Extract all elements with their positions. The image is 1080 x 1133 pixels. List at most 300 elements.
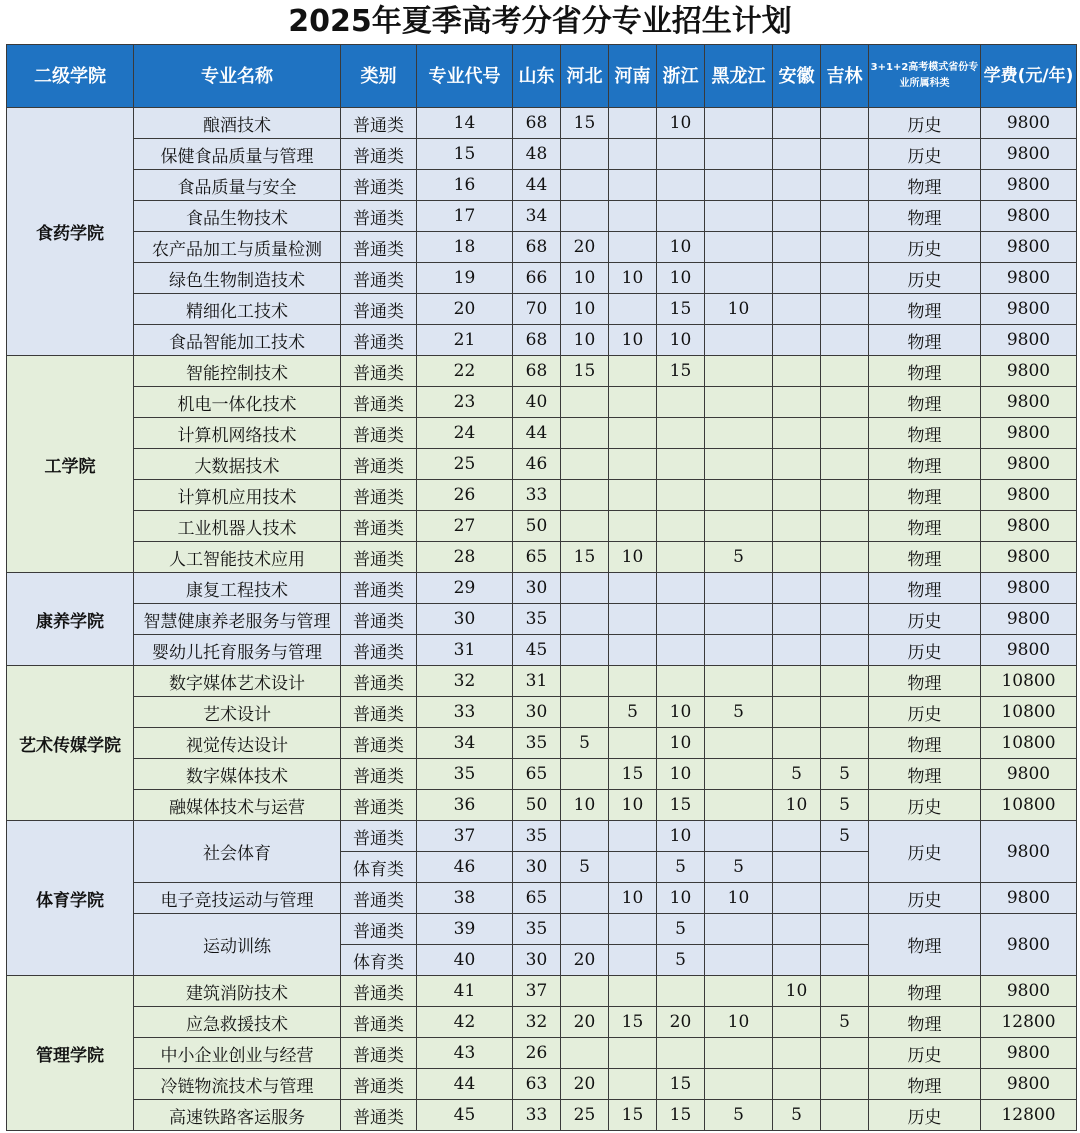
- quota-heilongjiang-cell: [705, 511, 773, 542]
- category-cell: 普通类: [341, 914, 417, 945]
- table-row: [7, 573, 1077, 604]
- table-row: [7, 1007, 1077, 1038]
- quota-anhui-cell: [773, 914, 821, 945]
- subject-cell: 历史: [869, 883, 981, 914]
- quota-shandong-cell: 50: [513, 511, 561, 542]
- major-cell: 食品生物技术: [134, 201, 341, 232]
- quota-anhui-cell: [773, 1038, 821, 1069]
- quota-henan-cell: [609, 511, 657, 542]
- major-cell: 精细化工技术: [134, 294, 341, 325]
- major-cell: 艺术设计: [134, 697, 341, 728]
- quota-heilongjiang-cell: [705, 945, 773, 976]
- quota-henan-cell: [609, 387, 657, 418]
- quota-zhejiang-cell: 10: [657, 108, 705, 139]
- quota-hebei-cell: [561, 480, 609, 511]
- fee-cell: 9800: [981, 976, 1077, 1007]
- table-row: [7, 976, 1077, 1007]
- quota-heilongjiang-cell: [705, 387, 773, 418]
- quota-heilongjiang-cell: [705, 1069, 773, 1100]
- quota-anhui-cell: [773, 666, 821, 697]
- quota-shandong-cell: 45: [513, 635, 561, 666]
- quota-henan-cell: [609, 1038, 657, 1069]
- quota-hebei-cell: [561, 697, 609, 728]
- quota-henan-cell: [609, 449, 657, 480]
- quota-zhejiang-cell: 5: [657, 852, 705, 883]
- subject-cell: 物理: [869, 449, 981, 480]
- quota-shandong-cell: 46: [513, 449, 561, 480]
- subject-cell: 历史: [869, 635, 981, 666]
- quota-hebei-cell: [561, 1038, 609, 1069]
- quota-hebei-cell: [561, 573, 609, 604]
- quota-jilin-cell: 5: [821, 759, 869, 790]
- major-cell: 建筑消防技术: [134, 976, 341, 1007]
- quota-jilin-cell: [821, 697, 869, 728]
- quota-hebei-cell: 25: [561, 1100, 609, 1131]
- quota-heilongjiang-cell: [705, 1038, 773, 1069]
- quota-heilongjiang-cell: [705, 728, 773, 759]
- quota-heilongjiang-cell: 5: [705, 697, 773, 728]
- quota-shandong-cell: 26: [513, 1038, 561, 1069]
- code-cell: 28: [417, 542, 513, 573]
- fee-cell: 9800: [981, 1069, 1077, 1100]
- code-cell: 26: [417, 480, 513, 511]
- subject-cell: 历史: [869, 139, 981, 170]
- quota-henan-cell: [609, 976, 657, 1007]
- subject-cell: 物理: [869, 418, 981, 449]
- code-cell: 32: [417, 666, 513, 697]
- quota-heilongjiang-cell: [705, 480, 773, 511]
- quota-jilin-cell: [821, 666, 869, 697]
- major-cell: 绿色生物制造技术: [134, 263, 341, 294]
- quota-hebei-cell: [561, 418, 609, 449]
- category-cell: 普通类: [341, 201, 417, 232]
- major-cell: 社会体育: [134, 821, 341, 883]
- quota-henan-cell: [609, 294, 657, 325]
- quota-jilin-cell: [821, 542, 869, 573]
- quota-henan-cell: [609, 356, 657, 387]
- quota-shandong-cell: 48: [513, 139, 561, 170]
- quota-henan-cell: [609, 139, 657, 170]
- quota-henan-cell: [609, 604, 657, 635]
- header-subject: 3+1+2高考模式省份专业所属科类: [869, 45, 981, 108]
- quota-jilin-cell: [821, 170, 869, 201]
- subject-cell: 历史: [869, 232, 981, 263]
- quota-anhui-cell: [773, 387, 821, 418]
- category-cell: 普通类: [341, 1069, 417, 1100]
- quota-zhejiang-cell: [657, 170, 705, 201]
- quota-zhejiang-cell: [657, 139, 705, 170]
- quota-anhui-cell: [773, 263, 821, 294]
- major-cell: 计算机网络技术: [134, 418, 341, 449]
- quota-jilin-cell: [821, 201, 869, 232]
- header-code: 专业代号: [417, 45, 513, 108]
- quota-zhejiang-cell: [657, 666, 705, 697]
- quota-henan-cell: 15: [609, 1100, 657, 1131]
- quota-jilin-cell: 5: [821, 790, 869, 821]
- category-cell: 普通类: [341, 170, 417, 201]
- category-cell: 普通类: [341, 635, 417, 666]
- quota-zhejiang-cell: [657, 418, 705, 449]
- category-cell: 普通类: [341, 511, 417, 542]
- quota-heilongjiang-cell: [705, 263, 773, 294]
- quota-hebei-cell: 20: [561, 945, 609, 976]
- quota-henan-cell: [609, 418, 657, 449]
- quota-jilin-cell: [821, 1100, 869, 1131]
- quota-heilongjiang-cell: [705, 232, 773, 263]
- category-cell: 普通类: [341, 1007, 417, 1038]
- code-cell: 36: [417, 790, 513, 821]
- quota-hebei-cell: [561, 511, 609, 542]
- category-cell: 普通类: [341, 666, 417, 697]
- fee-cell: 9800: [981, 759, 1077, 790]
- quota-anhui-cell: [773, 201, 821, 232]
- code-cell: 20: [417, 294, 513, 325]
- table-row: [7, 387, 1077, 418]
- quota-zhejiang-cell: [657, 449, 705, 480]
- quota-anhui-cell: [773, 635, 821, 666]
- quota-henan-cell: [609, 170, 657, 201]
- subject-cell: 物理: [869, 573, 981, 604]
- quota-hebei-cell: 10: [561, 294, 609, 325]
- college-cell: 工学院: [7, 356, 134, 573]
- code-cell: 45: [417, 1100, 513, 1131]
- table-row: [7, 294, 1077, 325]
- quota-heilongjiang-cell: 5: [705, 852, 773, 883]
- code-cell: 46: [417, 852, 513, 883]
- major-cell: 食品质量与安全: [134, 170, 341, 201]
- category-cell: 普通类: [341, 325, 417, 356]
- code-cell: 37: [417, 821, 513, 852]
- code-cell: 24: [417, 418, 513, 449]
- fee-cell: 9800: [981, 449, 1077, 480]
- quota-zhejiang-cell: [657, 1038, 705, 1069]
- category-cell: 普通类: [341, 232, 417, 263]
- category-cell: 体育类: [341, 852, 417, 883]
- category-cell: 普通类: [341, 294, 417, 325]
- quota-anhui-cell: [773, 852, 821, 883]
- header-row: [7, 45, 1077, 108]
- subject-cell: 物理: [869, 356, 981, 387]
- category-cell: 普通类: [341, 263, 417, 294]
- quota-hebei-cell: 10: [561, 325, 609, 356]
- quota-heilongjiang-cell: [705, 201, 773, 232]
- fee-cell: 12800: [981, 1007, 1077, 1038]
- subject-cell: 物理: [869, 170, 981, 201]
- subject-cell: 物理: [869, 201, 981, 232]
- quota-shandong-cell: 65: [513, 883, 561, 914]
- category-cell: 普通类: [341, 480, 417, 511]
- fee-cell: 9800: [981, 201, 1077, 232]
- quota-zhejiang-cell: 15: [657, 1100, 705, 1131]
- category-cell: 普通类: [341, 728, 417, 759]
- table-row: [7, 325, 1077, 356]
- quota-shandong-cell: 32: [513, 1007, 561, 1038]
- category-cell: 普通类: [341, 697, 417, 728]
- quota-heilongjiang-cell: [705, 108, 773, 139]
- major-cell: 酿酒技术: [134, 108, 341, 139]
- subject-cell: 历史: [869, 821, 981, 883]
- quota-hebei-cell: 5: [561, 728, 609, 759]
- major-cell: 机电一体化技术: [134, 387, 341, 418]
- quota-shandong-cell: 35: [513, 728, 561, 759]
- quota-heilongjiang-cell: [705, 325, 773, 356]
- subject-cell: 历史: [869, 697, 981, 728]
- quota-zhejiang-cell: [657, 635, 705, 666]
- quota-heilongjiang-cell: [705, 449, 773, 480]
- code-cell: 33: [417, 697, 513, 728]
- quota-hebei-cell: 20: [561, 1069, 609, 1100]
- table-row: [7, 139, 1077, 170]
- quota-shandong-cell: 35: [513, 914, 561, 945]
- fee-cell: 12800: [981, 1100, 1077, 1131]
- quota-anhui-cell: [773, 542, 821, 573]
- table-row: [7, 418, 1077, 449]
- table-row: [7, 666, 1077, 697]
- subject-cell: 物理: [869, 759, 981, 790]
- quota-zhejiang-cell: [657, 480, 705, 511]
- quota-jilin-cell: [821, 635, 869, 666]
- major-cell: 智能控制技术: [134, 356, 341, 387]
- major-cell: 冷链物流技术与管理: [134, 1069, 341, 1100]
- table-row: [7, 914, 1077, 945]
- quota-jilin-cell: [821, 883, 869, 914]
- quota-hebei-cell: [561, 201, 609, 232]
- quota-anhui-cell: 10: [773, 790, 821, 821]
- quota-henan-cell: 10: [609, 325, 657, 356]
- major-cell: 电子竞技运动与管理: [134, 883, 341, 914]
- quota-hebei-cell: 5: [561, 852, 609, 883]
- fee-cell: 9800: [981, 108, 1077, 139]
- quota-henan-cell: [609, 201, 657, 232]
- quota-anhui-cell: [773, 573, 821, 604]
- major-cell: 大数据技术: [134, 449, 341, 480]
- quota-heilongjiang-cell: [705, 976, 773, 1007]
- quota-zhejiang-cell: [657, 542, 705, 573]
- table-row: [7, 1038, 1077, 1069]
- quota-heilongjiang-cell: [705, 759, 773, 790]
- quota-zhejiang-cell: 5: [657, 914, 705, 945]
- quota-heilongjiang-cell: [705, 790, 773, 821]
- quota-jilin-cell: 5: [821, 1007, 869, 1038]
- enrollment-plan-table: [6, 44, 1077, 1131]
- subject-cell: 历史: [869, 790, 981, 821]
- code-cell: 16: [417, 170, 513, 201]
- quota-heilongjiang-cell: [705, 170, 773, 201]
- quota-zhejiang-cell: [657, 201, 705, 232]
- code-cell: 42: [417, 1007, 513, 1038]
- quota-hebei-cell: [561, 883, 609, 914]
- code-cell: 31: [417, 635, 513, 666]
- quota-shandong-cell: 68: [513, 356, 561, 387]
- subject-cell: 物理: [869, 325, 981, 356]
- major-cell: 智慧健康养老服务与管理: [134, 604, 341, 635]
- code-cell: 27: [417, 511, 513, 542]
- subject-cell: 物理: [869, 542, 981, 573]
- quota-hebei-cell: [561, 666, 609, 697]
- quota-henan-cell: 15: [609, 1007, 657, 1038]
- subject-cell: 物理: [869, 294, 981, 325]
- quota-zhejiang-cell: [657, 511, 705, 542]
- category-cell: 普通类: [341, 108, 417, 139]
- quota-henan-cell: [609, 480, 657, 511]
- quota-zhejiang-cell: 10: [657, 728, 705, 759]
- major-cell: 高速铁路客运服务: [134, 1100, 341, 1131]
- table-row: [7, 356, 1077, 387]
- fee-cell: 9800: [981, 356, 1077, 387]
- subject-cell: 历史: [869, 604, 981, 635]
- code-cell: 35: [417, 759, 513, 790]
- quota-jilin-cell: [821, 387, 869, 418]
- table-row: [7, 635, 1077, 666]
- quota-hebei-cell: [561, 759, 609, 790]
- header-hebei: 河北: [561, 45, 609, 108]
- fee-cell: 9800: [981, 883, 1077, 914]
- table-row: [7, 542, 1077, 573]
- quota-anhui-cell: [773, 170, 821, 201]
- quota-shandong-cell: 44: [513, 170, 561, 201]
- quota-zhejiang-cell: 15: [657, 294, 705, 325]
- quota-anhui-cell: [773, 883, 821, 914]
- quota-hebei-cell: [561, 387, 609, 418]
- quota-henan-cell: [609, 635, 657, 666]
- fee-cell: 10800: [981, 697, 1077, 728]
- subject-cell: 物理: [869, 387, 981, 418]
- major-cell: 人工智能技术应用: [134, 542, 341, 573]
- major-cell: 视觉传达设计: [134, 728, 341, 759]
- major-cell: 中小企业创业与经营: [134, 1038, 341, 1069]
- table-row: [7, 759, 1077, 790]
- header-shandong: 山东: [513, 45, 561, 108]
- code-cell: 23: [417, 387, 513, 418]
- table-row: [7, 790, 1077, 821]
- category-cell: 普通类: [341, 418, 417, 449]
- table-row: [7, 821, 1077, 852]
- fee-cell: 9800: [981, 263, 1077, 294]
- quota-jilin-cell: [821, 914, 869, 945]
- quota-shandong-cell: 31: [513, 666, 561, 697]
- quota-jilin-cell: [821, 356, 869, 387]
- code-cell: 17: [417, 201, 513, 232]
- quota-jilin-cell: [821, 976, 869, 1007]
- quota-heilongjiang-cell: 5: [705, 1100, 773, 1131]
- quota-shandong-cell: 34: [513, 201, 561, 232]
- quota-shandong-cell: 37: [513, 976, 561, 1007]
- quota-zhejiang-cell: 10: [657, 232, 705, 263]
- quota-anhui-cell: [773, 325, 821, 356]
- table-body: [7, 108, 1077, 1131]
- quota-henan-cell: 10: [609, 883, 657, 914]
- code-cell: 41: [417, 976, 513, 1007]
- subject-cell: 历史: [869, 1100, 981, 1131]
- table-row: [7, 883, 1077, 914]
- quota-shandong-cell: 35: [513, 604, 561, 635]
- quota-jilin-cell: [821, 449, 869, 480]
- category-cell: 体育类: [341, 945, 417, 976]
- quota-shandong-cell: 68: [513, 325, 561, 356]
- fee-cell: 10800: [981, 790, 1077, 821]
- quota-shandong-cell: 65: [513, 542, 561, 573]
- quota-henan-cell: [609, 852, 657, 883]
- quota-zhejiang-cell: 5: [657, 945, 705, 976]
- quota-henan-cell: [609, 573, 657, 604]
- quota-zhejiang-cell: 10: [657, 263, 705, 294]
- quota-zhejiang-cell: 15: [657, 356, 705, 387]
- major-cell: 康复工程技术: [134, 573, 341, 604]
- code-cell: 29: [417, 573, 513, 604]
- quota-henan-cell: [609, 914, 657, 945]
- quota-shandong-cell: 40: [513, 387, 561, 418]
- quota-zhejiang-cell: [657, 387, 705, 418]
- major-cell: 应急救援技术: [134, 1007, 341, 1038]
- quota-henan-cell: [609, 108, 657, 139]
- quota-shandong-cell: 35: [513, 821, 561, 852]
- fee-cell: 9800: [981, 542, 1077, 573]
- fee-cell: 9800: [981, 139, 1077, 170]
- major-cell: 计算机应用技术: [134, 480, 341, 511]
- quota-hebei-cell: [561, 976, 609, 1007]
- quota-anhui-cell: [773, 232, 821, 263]
- quota-zhejiang-cell: 10: [657, 883, 705, 914]
- quota-shandong-cell: 30: [513, 852, 561, 883]
- quota-heilongjiang-cell: [705, 573, 773, 604]
- quota-heilongjiang-cell: [705, 914, 773, 945]
- quota-zhejiang-cell: [657, 976, 705, 1007]
- page-title: 2025年夏季高考分省分专业招生计划: [288, 4, 792, 39]
- code-cell: 43: [417, 1038, 513, 1069]
- quota-jilin-cell: [821, 480, 869, 511]
- fee-cell: 9800: [981, 170, 1077, 201]
- fee-cell: 10800: [981, 728, 1077, 759]
- quota-hebei-cell: [561, 821, 609, 852]
- quota-shandong-cell: 63: [513, 1069, 561, 1100]
- table-row: [7, 449, 1077, 480]
- category-cell: 普通类: [341, 883, 417, 914]
- code-cell: 40: [417, 945, 513, 976]
- quota-shandong-cell: 44: [513, 418, 561, 449]
- header-anhui: 安徽: [773, 45, 821, 108]
- fee-cell: 10800: [981, 666, 1077, 697]
- quota-anhui-cell: 5: [773, 1100, 821, 1131]
- quota-jilin-cell: [821, 325, 869, 356]
- quota-zhejiang-cell: [657, 573, 705, 604]
- fee-cell: 9800: [981, 325, 1077, 356]
- fee-cell: 9800: [981, 1038, 1077, 1069]
- table-row: [7, 1069, 1077, 1100]
- quota-shandong-cell: 68: [513, 232, 561, 263]
- major-cell: 农产品加工与质量检测: [134, 232, 341, 263]
- quota-heilongjiang-cell: [705, 635, 773, 666]
- quota-heilongjiang-cell: [705, 356, 773, 387]
- quota-anhui-cell: [773, 728, 821, 759]
- major-cell: 数字媒体艺术设计: [134, 666, 341, 697]
- quota-jilin-cell: [821, 945, 869, 976]
- quota-hebei-cell: [561, 604, 609, 635]
- subject-cell: 物理: [869, 480, 981, 511]
- quota-hebei-cell: [561, 139, 609, 170]
- quota-henan-cell: 15: [609, 759, 657, 790]
- quota-jilin-cell: [821, 263, 869, 294]
- category-cell: 普通类: [341, 542, 417, 573]
- quota-jilin-cell: [821, 418, 869, 449]
- table-row: [7, 480, 1077, 511]
- code-cell: 38: [417, 883, 513, 914]
- quota-hebei-cell: 15: [561, 108, 609, 139]
- college-cell: 体育学院: [7, 821, 134, 976]
- fee-cell: 9800: [981, 418, 1077, 449]
- quota-zhejiang-cell: 10: [657, 697, 705, 728]
- major-cell: 运动训练: [134, 914, 341, 976]
- quota-heilongjiang-cell: [705, 666, 773, 697]
